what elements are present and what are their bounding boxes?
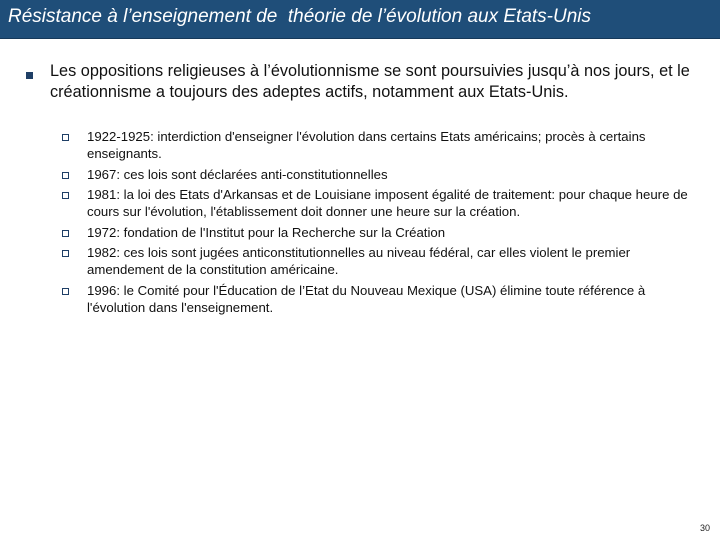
sub-point-item xyxy=(62,224,702,241)
page-number: 30 xyxy=(699,523,710,533)
sub-point-text: 1982: ces lois sont jugées anticonstitutionnelles au niveau fédéral, car elles violent le premier amendement de la constitution américaine. xyxy=(87,245,631,277)
hollow-square-bullet-icon xyxy=(62,134,69,141)
sub-point-text: 1981: la loi des Etats d'Arkansas et de Louisiane imposent égalité de traitement: pour chaque heure de cours sur l'évolution, l'établissement doit donner une heure sur la création. xyxy=(87,187,688,219)
sub-point-list xyxy=(62,128,702,319)
sub-point-text: 1922-1925: interdiction d'enseigner l'évolution dans certains Etats américains; procès à certains enseignants. xyxy=(87,129,646,161)
sub-point-item xyxy=(62,282,702,316)
sub-point-text: 1967: ces lois sont déclarées anti-constitutionnelles xyxy=(87,166,388,182)
hollow-square-bullet-icon xyxy=(62,288,69,295)
hollow-square-bullet-icon xyxy=(62,192,69,199)
main-point-text: Les oppositions religieuses à l’évolutionnisme se sont poursuivies jusqu’à nos jours, et le créationnisme a toujours des adeptes actifs, notamment aux Etats-Unis. xyxy=(50,62,690,101)
slide-title: Résistance à l’enseignement de théorie de l’évolution aux Etats-Unis xyxy=(8,6,591,27)
sub-point-item xyxy=(62,128,702,162)
sub-point-item xyxy=(62,166,702,183)
sub-point-item xyxy=(62,244,702,278)
hollow-square-bullet-icon xyxy=(62,230,69,237)
hollow-square-bullet-icon xyxy=(62,250,69,257)
hollow-square-bullet-icon xyxy=(62,172,69,179)
title-bar xyxy=(0,0,720,39)
sub-point-text: 1972: fondation de l'Institut pour la Recherche sur la Création xyxy=(87,224,446,240)
main-bullet-square xyxy=(26,72,33,79)
sub-point-text: 1996: le Comité pour l'Éducation de l’Etat du Nouveau Mexique (USA) élimine toute référence à l'évolution dans l'enseignement. xyxy=(87,282,646,315)
sub-point-item xyxy=(62,186,702,220)
